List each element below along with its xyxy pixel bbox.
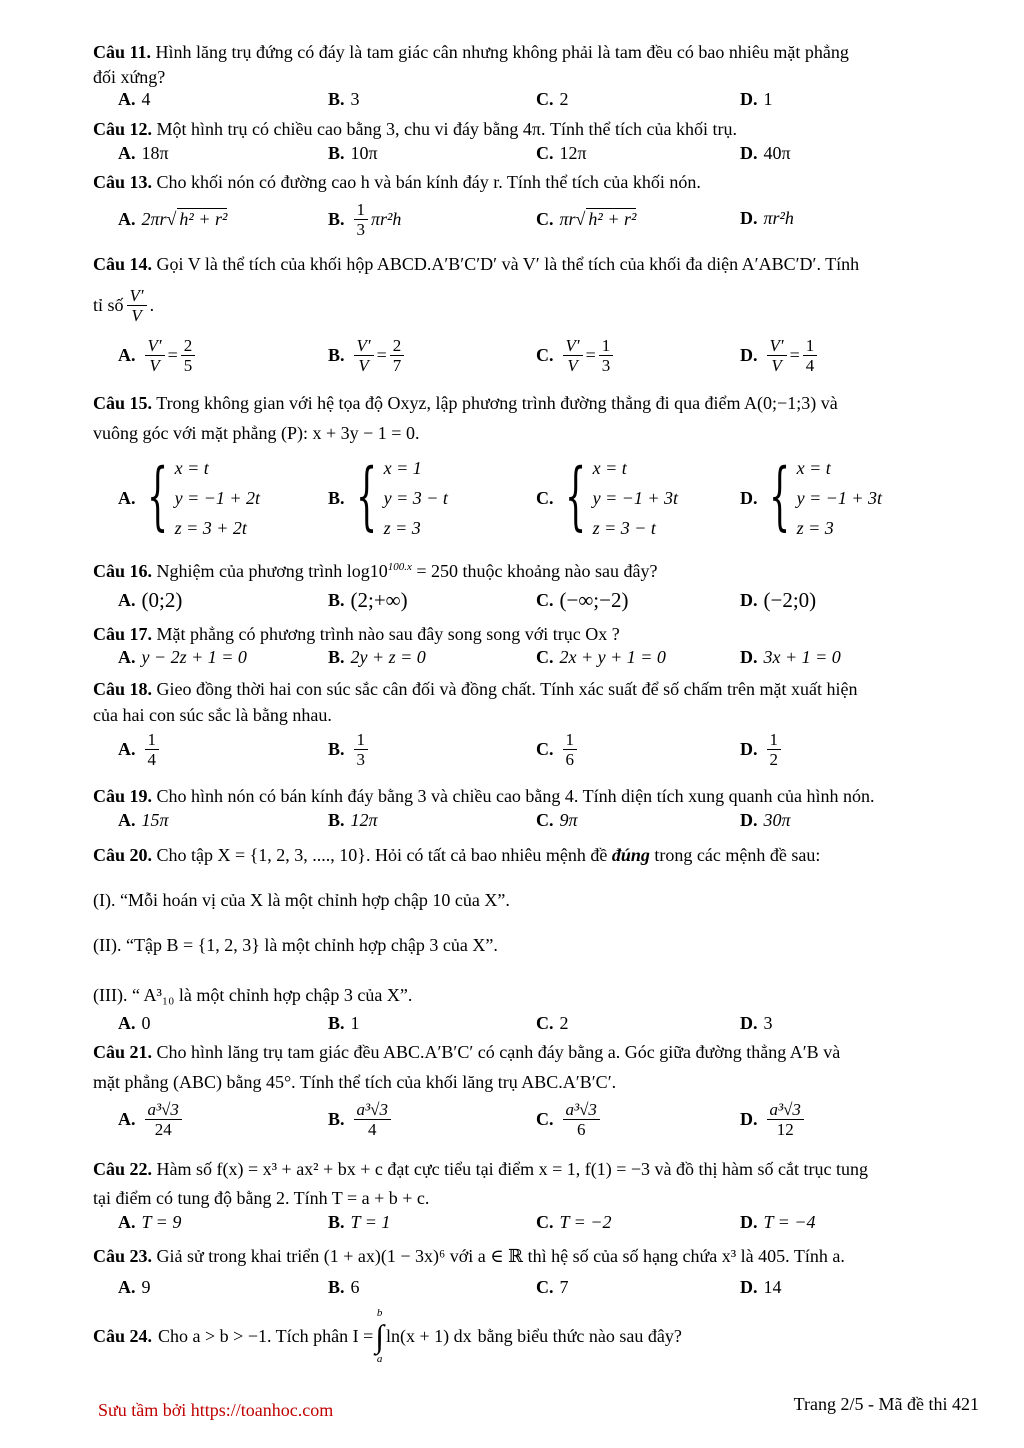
- question-16: Câu 16. Nghiệm của phương trình $\log 10^{100.x} = 250$ thuộc khoảng nào sau đây?: [93, 561, 658, 581]
- option-d: D. 3: [740, 1013, 773, 1033]
- options-q15: [118, 452, 978, 544]
- option-a: A. y − 2z + 1 = 0: [118, 647, 247, 667]
- question-label: Câu 11.: [93, 42, 152, 62]
- option-a: A. T = 9: [118, 1212, 182, 1232]
- question-label: Câu 13.: [93, 172, 153, 192]
- question-text: Trong không gian với hệ tọa độ Oxyz, lập phương trình đường thẳng đi qua điểm A(0;−1;3) và: [156, 393, 838, 413]
- options-q13: [118, 200, 978, 244]
- question-label: Câu 12.: [93, 119, 153, 139]
- option-a: A. 9: [118, 1277, 151, 1297]
- question-text-cont: tỉ số $\frac{V'}{V}$ .: [93, 285, 155, 325]
- option-c: C. { x = t y = −1 + 3t z = 3 − t: [536, 453, 679, 539]
- option-c: C. T = −2: [536, 1212, 612, 1232]
- option-b: B. { x = 1 y = 3 − t z = 3: [328, 453, 448, 539]
- question-12: [93, 117, 980, 141]
- question-text: Cho hình lăng trụ tam giác đều ABC.A′B′C′ có cạnh đáy bằng a. Góc giữa đường thẳng A′B và: [156, 1042, 841, 1062]
- question-text: Một hình trụ có chiều cao bằng 3, chu vi đáy bằng 4π. Tính thể tích của khối trụ.: [156, 119, 737, 139]
- question-13: [93, 170, 980, 194]
- question-18: [93, 677, 980, 701]
- option-b: B. 6: [328, 1277, 360, 1297]
- options-q14: [118, 336, 978, 384]
- question-text-cont: vuông góc với mặt phẳng (P): x + 3y − 1 = 0.: [93, 423, 420, 443]
- option-a: A. $\frac{V'}{V}$ = $\frac{2}{5}$: [118, 336, 198, 375]
- question-23: [93, 1244, 980, 1268]
- options-q12: [118, 143, 978, 173]
- options-q16: [118, 588, 978, 618]
- question-text-cont: đối xứng?: [93, 67, 166, 87]
- question-text: Mặt phẳng có phương trình nào sau đây song song với trục Ox ?: [156, 624, 620, 644]
- footer-page-info: Trang 2/5 - Mã đề thi 421: [793, 1394, 979, 1414]
- option-b: B. (2;+∞): [328, 588, 408, 612]
- options-q20: [118, 1013, 978, 1043]
- option-a: A. 18π: [118, 143, 169, 163]
- question-19: [93, 784, 980, 808]
- option-c: C. 2x + y + 1 = 0: [536, 647, 666, 667]
- option-d: D. 3x + 1 = 0: [740, 647, 841, 667]
- option-d: D. $\frac{1}{2}$: [740, 730, 784, 769]
- option-a: A. 4: [118, 89, 151, 109]
- option-d: D. $\frac{\text{a³√3}}{12}$: [740, 1100, 807, 1139]
- options-q22: [118, 1212, 978, 1242]
- question-label: Câu 14.: [93, 254, 153, 274]
- option-c: C. 12π: [536, 143, 587, 163]
- option-b: B. 10π: [328, 143, 378, 163]
- option-b: B. $\frac{\text{a³√3}}{4}$: [328, 1100, 394, 1139]
- option-a: A. 15π: [118, 810, 169, 830]
- question-11: [93, 40, 980, 64]
- question-14: [93, 252, 980, 276]
- question-24: Câu 24. Cho a > b > −1. Tích phân I = b ∫ a ln(x + 1) dx bằng biểu thức nào sau đây?: [93, 1307, 682, 1365]
- option-c: C. (−∞;−2): [536, 588, 629, 612]
- options-q17: [118, 647, 978, 677]
- question-label: Câu 16.: [93, 561, 153, 581]
- option-c: C. $\frac{V'}{V}$ = $\frac{1}{3}$: [536, 336, 616, 375]
- question-text: Hình lăng trụ đứng có đáy là tam giác cân nhưng không phải là tam đều có bao nhiêu mặt phẳng: [155, 42, 849, 62]
- question-label: Câu 23.: [93, 1246, 153, 1266]
- options-q19: [118, 810, 978, 840]
- option-c: C. $\frac{\text{a³√3}}{6}$: [536, 1100, 603, 1139]
- option-c: C. 2: [536, 1013, 569, 1033]
- option-d: D. { x = t y = −1 + 3t z = 3: [740, 453, 883, 539]
- statement-3: (III). “ A³₁₀ là một chỉnh hợp chập 3 của X”.: [93, 985, 413, 1005]
- question-21: [93, 1040, 980, 1064]
- option-a: A. { x = t y = −1 + 2t z = 3 + 2t: [118, 453, 261, 539]
- question-label: Câu 20.: [93, 845, 153, 865]
- question-text: Hàm số f(x) = x³ + ax² + bx + c đạt cực tiểu tại điểm x = 1, f(1) = −3 và đồ thị hàm số cắt trục tung: [156, 1159, 868, 1179]
- options-q18: [118, 730, 978, 778]
- question-17: [93, 622, 980, 646]
- question-text: Cho khối nón có đường cao h và bán kính đáy r. Tính thể tích của khối nón.: [156, 172, 701, 192]
- question-text-cont: của hai con súc sắc là bằng nhau.: [93, 705, 332, 725]
- question-label: Câu 15.: [93, 393, 153, 413]
- option-b: B. 2y + z = 0: [328, 647, 426, 667]
- question-text: Cho hình nón có bán kính đáy bằng 3 và chiều cao bằng 4. Tính diện tích xung quanh của hình nón.: [156, 786, 875, 806]
- option-c: C. 7: [536, 1277, 569, 1297]
- options-q23: [118, 1277, 978, 1307]
- option-a: A. 0: [118, 1013, 151, 1033]
- statement-1: (I). “Mỗi hoán vị của X là một chỉnh hợp chập 10 của X”.: [93, 890, 510, 910]
- question-text: Gieo đồng thời hai con súc sắc cân đối và đồng chất. Tính xác suất để số chấm trên mặt xuất hiện: [156, 679, 858, 699]
- option-d: D. $\frac{V'}{V}$ = $\frac{1}{4}$: [740, 336, 820, 375]
- option-b: B. 1: [328, 1013, 360, 1033]
- question-22: [93, 1157, 980, 1181]
- option-b: B. $\frac{1}{3}$: [328, 730, 371, 769]
- option-d: D. 1: [740, 89, 773, 109]
- question-text: Gọi V là thể tích của khối hộp ABCD.A′B′C′D′ và V′ là thể tích của khối đa diện A′ABC′D′. Tính: [156, 254, 860, 274]
- option-d: D. πr²h: [740, 208, 794, 228]
- option-c: C. $\frac{1}{6}$: [536, 730, 580, 769]
- option-c: C. πr √ h² + r²: [536, 208, 637, 229]
- question-text: Giả sử trong khai triển (1 + ax)(1 − 3x)⁶ với a ∈ ℝ thì hệ số của số hạng chứa x³ là 405. Tính a.: [156, 1246, 845, 1266]
- question-label: Câu 18.: [93, 679, 153, 699]
- question-label: Câu 21.: [93, 1042, 153, 1062]
- option-b: B. T = 1: [328, 1212, 391, 1232]
- question-15: [93, 391, 980, 415]
- option-a: A. 2πr √ h² + r²: [118, 208, 228, 229]
- option-a: A. $\frac{1}{4}$: [118, 730, 162, 769]
- statement-2: (II). “Tập B = {1, 2, 3} là một chỉnh hợp chập 3 của X”.: [93, 935, 498, 955]
- option-d: D. 40π: [740, 143, 791, 163]
- options-q11: [118, 89, 978, 119]
- question-label: Câu 24.: [93, 1326, 153, 1346]
- question-20: Câu 20. Cho tập X = {1, 2, 3, ...., 10}. Hỏi có tất cả bao nhiêu mệnh đề đúng trong các mệnh đề sau:: [93, 845, 821, 865]
- question-label: Câu 19.: [93, 786, 153, 806]
- option-b: B. $\frac{1}{3}$ πr²h: [328, 200, 402, 239]
- option-d: D. (−2;0): [740, 588, 817, 612]
- question-label: Câu 17.: [93, 624, 153, 644]
- option-d: D. T = −4: [740, 1212, 816, 1232]
- footer-source: Sưu tầm bởi https://toanhoc.com: [98, 1400, 334, 1420]
- option-c: C. 2: [536, 89, 569, 109]
- option-d: D. 30π: [740, 810, 791, 830]
- options-q21: [118, 1100, 978, 1150]
- option-a: A. (0;2): [118, 588, 183, 612]
- option-a: A. $\frac{\text{a³√3}}{24}$: [118, 1100, 185, 1139]
- option-d: D. 14: [740, 1277, 782, 1297]
- question-text-cont: mặt phẳng (ABC) bằng 45°. Tính thể tích của khối lăng trụ ABC.A′B′C′.: [93, 1072, 617, 1092]
- option-b: B. 3: [328, 89, 360, 109]
- option-b: B. $\frac{V'}{V}$ = $\frac{2}{7}$: [328, 336, 407, 375]
- question-label: Câu 22.: [93, 1159, 153, 1179]
- option-b: B. 12π: [328, 810, 378, 830]
- question-text-cont: tại điểm có tung độ bằng 2. Tính T = a + b + c.: [93, 1188, 430, 1208]
- option-c: C. 9π: [536, 810, 578, 830]
